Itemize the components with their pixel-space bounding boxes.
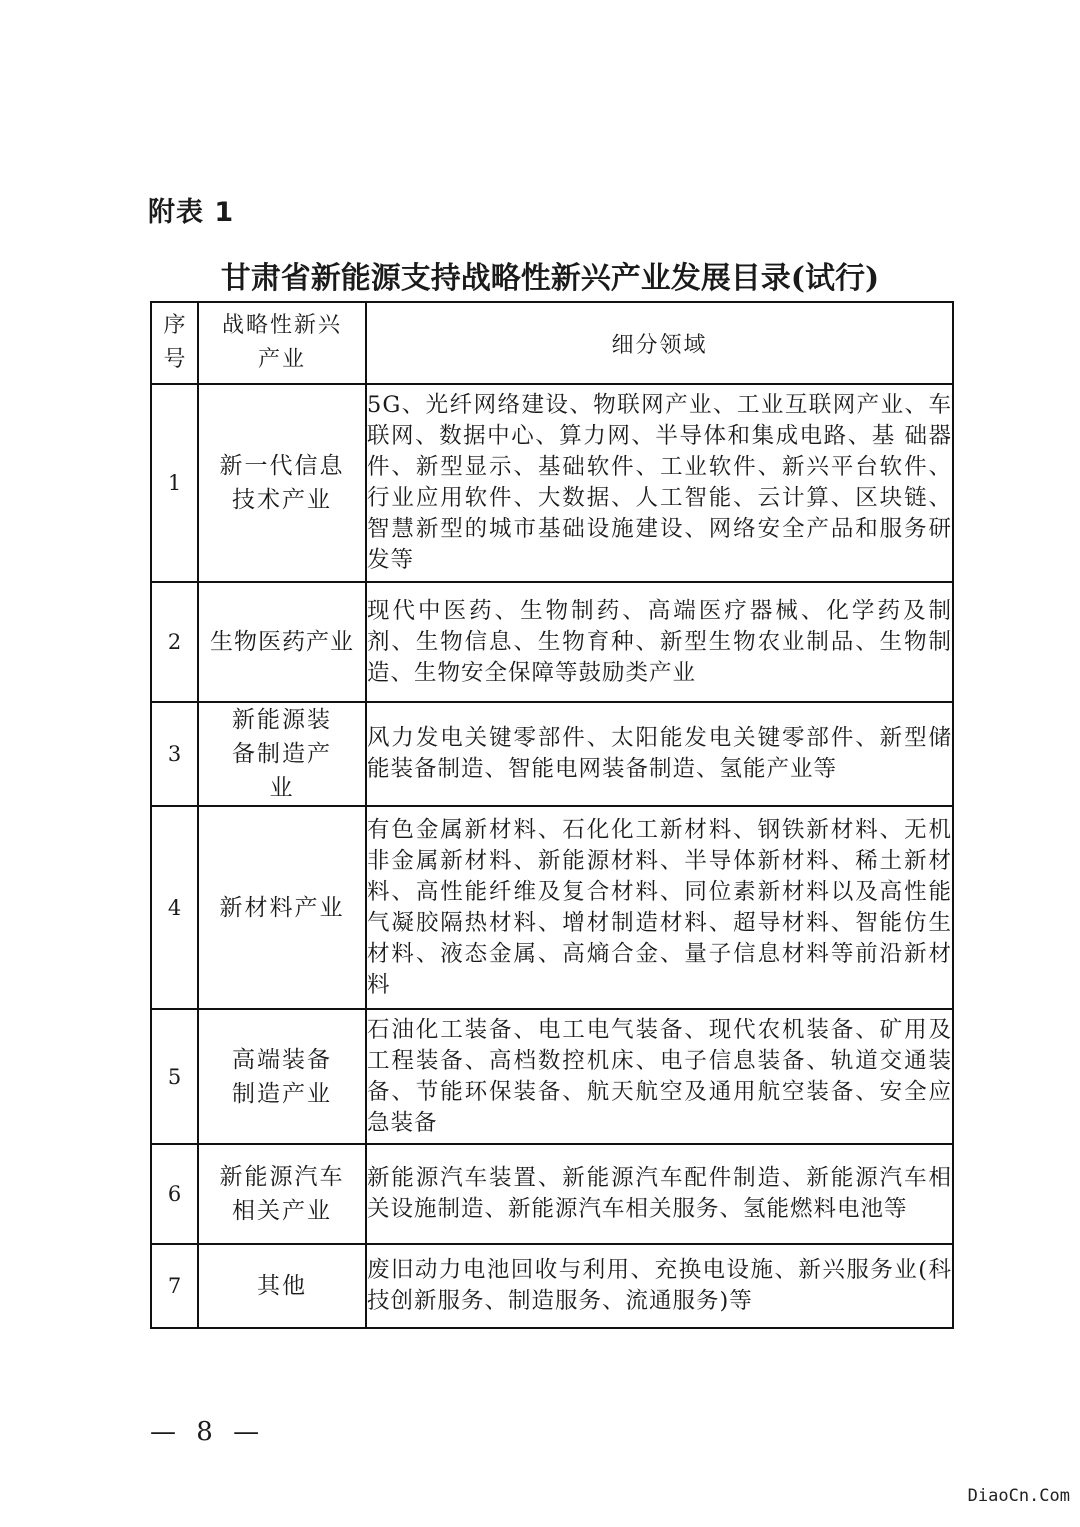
row-subfields: 石油化工装备、电工电气装备、现代农机装备、矿用及工程装备、高档数控机床、电子信息装备、轨道交通装备、节能环保装备、航天航空及通用航空装备、安全应急装备: [366, 1009, 953, 1144]
table-header-row: [151, 302, 953, 384]
row-industry: [198, 702, 366, 806]
row-seq: 7: [151, 1244, 198, 1328]
header-industry: [198, 302, 366, 384]
row-seq: 4: [151, 806, 198, 1009]
row-industry-label: 生物医药产业: [210, 629, 354, 655]
industry-catalog-table: [150, 301, 954, 1329]
row-seq: 6: [151, 1144, 198, 1244]
document-title: 甘肃省新能源支持战略性新兴产业发展目录(试行): [220, 261, 880, 296]
table-row: [151, 1244, 953, 1328]
row-subfields: 废旧动力电池回收与利用、充换电设施、新兴服务业(科技创新服务、制造服务、流通服务)等: [366, 1244, 953, 1328]
table-row: [151, 1009, 953, 1144]
header-seq: [151, 302, 198, 384]
row-industry-label: 新材料产业: [219, 894, 345, 921]
header-subfields: 细分领域: [366, 302, 953, 384]
table-row: [151, 702, 953, 806]
header-seq-label: 序号: [163, 313, 186, 372]
row-seq: 1: [151, 384, 198, 582]
row-industry: [198, 1244, 366, 1328]
row-seq: 5: [151, 1009, 198, 1144]
row-subfields: 有色金属新材料、石化化工新材料、钢铁新材料、无机非金属新材料、新能源材料、半导体新材料、稀土新材料、高性能纤维及复合材料、同位素新材料以及高性能气凝胶隔热材料、增材制造材料、超导材料、智能仿生材料、液态金属、高熵合金、量子信息材料等前沿新材料: [366, 806, 953, 1009]
row-seq: 2: [151, 582, 198, 702]
table-row: [151, 806, 953, 1009]
row-industry-label: 新能源汽车相关产业: [219, 1164, 345, 1224]
attachment-label: 附表 1: [148, 197, 235, 228]
table-row: [151, 582, 953, 702]
row-subfields: 现代中医药、生物制药、高端医疗器械、化学药及制剂、生物信息、生物育种、新型生物农业制品、生物制造、生物安全保障等鼓励类产业: [366, 582, 953, 702]
row-industry: [198, 1009, 366, 1144]
table-row: [151, 1144, 953, 1244]
table-row: [151, 384, 953, 582]
row-industry-label: 新一代信息技术产业: [219, 453, 345, 513]
row-seq: 3: [151, 702, 198, 806]
row-subfields: 风力发电关键零部件、太阳能发电关键零部件、新型储能装备制造、智能电网装备制造、氢能产业等: [366, 702, 953, 806]
row-subfields: 5G、光纤网络建设、物联网产业、工业互联网产业、车联网、数据中心、算力网、半导体和集成电路、基 础器件、新型显示、基础软件、工业软件、新兴平台软件、行业应用软件、大数据、人工智能、云计算、区块链、智慧新型的城市基础设施建设、网络安全产品和服务研发等: [366, 384, 953, 582]
site-watermark: DiaoCn.Com: [967, 1486, 1070, 1506]
row-industry-label: 新能源装备制造产业: [232, 707, 332, 801]
row-subfields: 新能源汽车装置、新能源汽车配件制造、新能源汽车相关设施制造、新能源汽车相关服务、氢能燃料电池等: [366, 1144, 953, 1244]
row-industry: [198, 384, 366, 582]
row-industry-label: 高端装备制造产业: [232, 1046, 332, 1107]
header-industry-label: 战略性新兴产业: [222, 313, 343, 372]
row-industry-label: 其他: [257, 1273, 307, 1299]
page-number: — 8 —: [150, 1417, 266, 1447]
row-industry: [198, 582, 366, 702]
row-industry: [198, 806, 366, 1009]
row-industry: [198, 1144, 366, 1244]
